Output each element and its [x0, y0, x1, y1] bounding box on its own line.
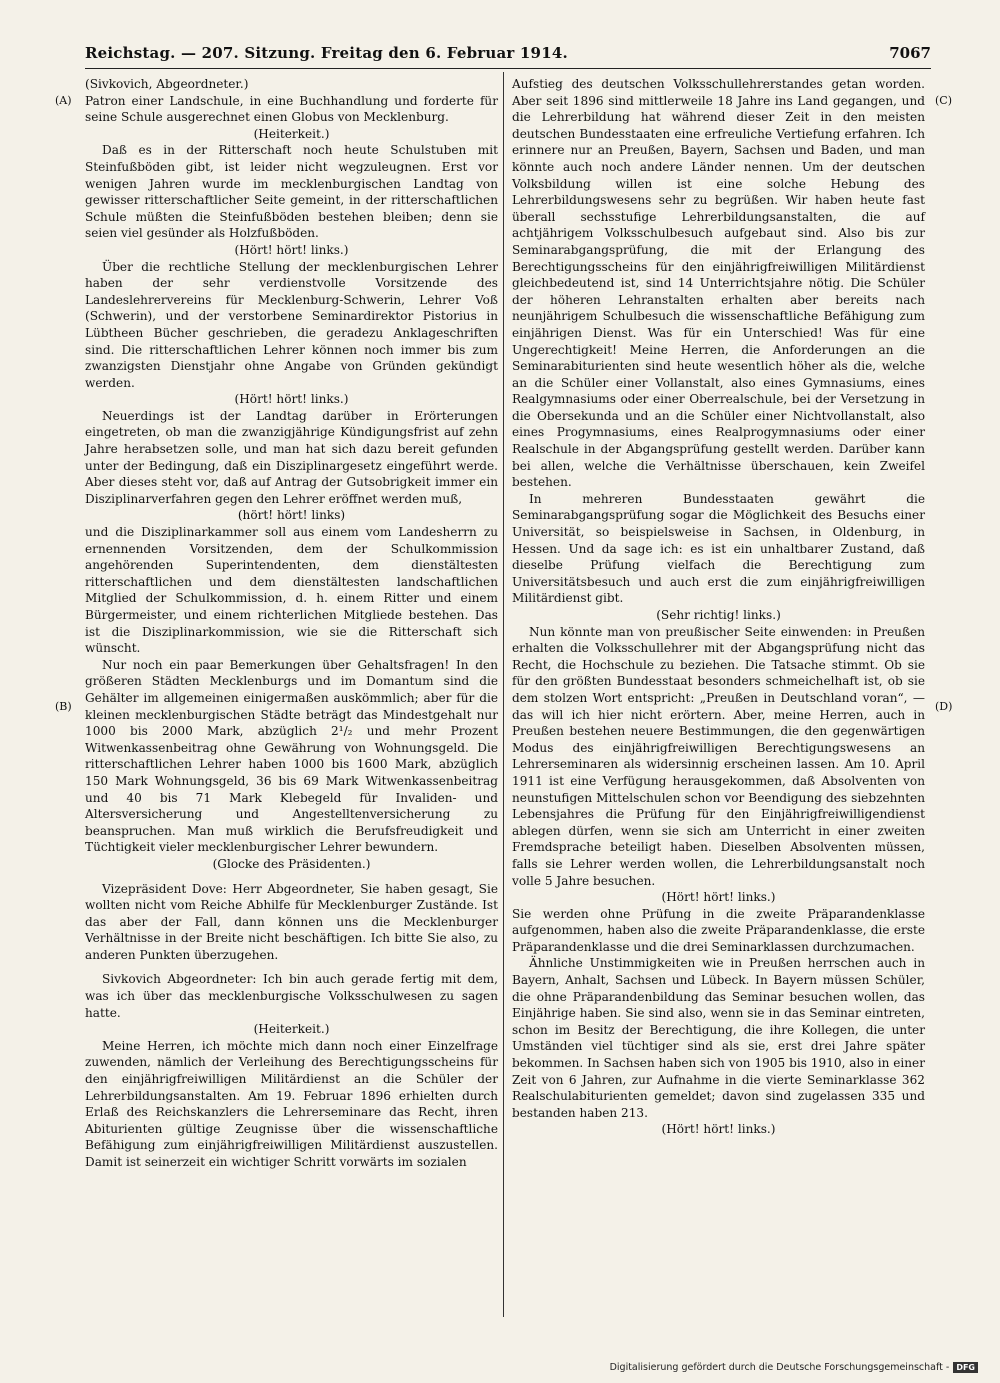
footer-credit	[610, 1362, 978, 1373]
right-column-paragraph: In mehreren Bundesstaaten gewährt die Seminarabgangsprüfung sogar die Möglichkeit des Besuchs einer Universität, so beispielsweise in Sachsen, in Oldenburg, in Hessen. Und da sage ich: es ist ein unhaltbarer Zustand, daß dieselbe Prüfung vielfach die Berechtigung zum Universitätsbesuch und auch erst die zum einjährigfreiwilligen Militärdienst gibt.	[512, 491, 925, 606]
page-number: 7067	[889, 44, 931, 62]
dfg-logo: DFG	[953, 1362, 978, 1373]
right-column	[512, 76, 925, 1138]
running-title: Reichstag. — 207. Sitzung. Freitag den 6. Februar 1914.	[85, 44, 568, 62]
left-column-paragraph: (Glocke des Präsidenten.)	[212, 856, 371, 871]
left-column-paragraph: Patron einer Landschule, in eine Buchhandlung und forderte für seine Schule ausgerechnet einen Globus von Mecklenburg.	[85, 93, 498, 125]
right-column-paragraph: Sie werden ohne Prüfung in die zweite Präparandenklasse aufgenommen, haben also die zweite Präparandenklasse, die erste Präparandenklasse und die drei Seminarklassen durchzumachen.	[512, 906, 925, 954]
left-column-paragraph: (Hört! hört! links.)	[234, 242, 349, 257]
column-divider	[503, 72, 504, 1317]
margin-marker-c: (C)	[935, 94, 952, 107]
margin-marker-b: (B)	[55, 700, 72, 713]
left-column-paragraph: Daß es in der Ritterschaft noch heute Schulstuben mit Steinfußböden gibt, ist leider nicht wegzuleugnen. Erst vor wenigen Jahren wurde im mecklenburgischen Landtag von gewisser ritterschaftlicher Seite gemeint, in der ritterschaftlichen Schule müßten die Steinfußböden bestehen bleiben; denn sie seien viel gesünder als Holzfußböden.	[85, 143, 498, 241]
left-column	[85, 76, 498, 1171]
margin-marker-d: (D)	[935, 700, 953, 713]
left-column-paragraph: Neuerdings ist der Landtag darüber in Erörterungen eingetreten, ob man die zwanzigjährige Kündigungsfrist auf zehn Jahre herabsetzen solle, und man hat sich dazu bereit gefunden unter der Bedingung, daß ein Disziplinargesetz eingeführt werde. Aber dieses steht vor, daß auf Antrag der Gutsobrigkeit immer ein Disziplinarverfahren gegen den Lehrer eröffnet werden muß,	[85, 408, 498, 506]
left-column-paragraph: (hört! hört! links)	[237, 508, 346, 523]
left-column-paragraph: (Heiterkeit.)	[253, 1022, 330, 1037]
left-column-paragraph: Vizepräsident Dove: Herr Abgeordneter, Sie haben gesagt, Sie wollten nicht vom Reiche Abhilfe für Mecklenburger Zustände. Ist das aber der Fall, dann können uns die Mecklenburger Verhältnisse in der Breite nicht beschäftigen. Ich bitte Sie also, zu anderen Punkten überzugehen.	[85, 881, 498, 962]
left-column-paragraph: (Heiterkeit.)	[253, 126, 330, 141]
left-column-paragraph: und die Disziplinarkammer soll aus einem vom Landesherrn zu ernennenden Vorsitzenden, dem der Schulkommission angehörenden Superintendenten, dem dienstältesten ritterschaftlichen und dem dienstältesten landschaftlichen Mitglied der Schulkommission, d. h. einem Ritter und einem Bürgermeister, und einem richterlichen Mitgliede bestehen. Das ist die Disziplinarkommission, wie sie die Ritterschaft sich wünscht.	[85, 525, 498, 656]
footer-text: Digitalisierung gefördert durch die Deutsche Forschungsgemeinschaft -	[609, 1362, 950, 1373]
left-column-paragraph: Über die rechtliche Stellung der mecklenburgischen Lehrer haben der sehr verdienstvolle Vorsitzende des Landeslehrervereins für Mecklenburg-Schwerin, Lehrer Voß (Schwerin), und der verstorbene Seminardirektor Pistorius in Lübtheen Bücher geschrieben, die geradezu Anklageschriften sind. Die ritterschaftlichen Lehrer können noch immer bis zum zwanzigsten Dienstjahr ohne Angabe von Gründen gekündigt werden.	[85, 259, 498, 390]
left-column-paragraph: Nur noch ein paar Bemerkungen über Gehaltsfragen! In den größeren Städten Mecklenburgs und im Domantum sind die Gehälter im allgemeinen einigermaßen auskömmlich; aber für die kleinen mecklenburgischen Städte beträgt das Mindestgehalt nur 1000 bis 2000 Mark, abzüglich 2¹/₂ und mehr Prozent Witwenkassenbeitrag ohne Gewährung von Wohnungsgeld. Die ritterschaftlichen Lehrer haben 1000 bis 1600 Mark, abzüglich 150 Mark Wohnungsgeld, 36 bis 69 Mark Witwenkassenbeitrag und 40 bis 71 Mark Klebegeld für Invaliden- und Altersversicherung und Angestelltenversicherung zu beanspruchen. Man muß wirklich die Berufsfreudigkeit und Tüchtigkeit vieler mecklenburgischer Lehrer bewundern.	[85, 657, 498, 855]
page-header	[85, 44, 931, 69]
right-column-paragraph: Aufstieg des deutschen Volksschullehrerstandes getan worden. Aber seit 1896 sind mittlerweile 18 Jahre ins Land gegangen, und die Lehrerbildung hat während dieser Zeit in den meisten deutschen Bundesstaaten eine erfreuliche Vertiefung erfahren. Ich erinnere nur an Preußen, Bayern, Sachsen und Baden, und man könnte auch noch andere Länder nennen. Um der deutschen Volksbildung willen ist eine solche Hebung des Lehrerbildungswesens sehr zu begrüßen. Wir haben heute fast überall sechsstufige Lehrerbildungsanstalten, die auf achtjährigem Volksschulbesuch aufgebaut sind. Also bis zur Seminarabgangsprüfung, die mit der Erlangung des Berechtigungsscheins für den einjährigfreiwilligen Militärdienst gleichbedeutend ist, sind 14 Unterrichtsjahre nötig. Die Schüler der höheren Lehranstalten erhalten aber bereits nach neunjährigem Schulbesuch die wissenschaftliche Befähigung zum einjährigen Dienst. Was für ein Unterschied! Was für eine Ungerechtigkeit! Meine Herren, die Anforderungen an die Seminarabiturienten sind heute wesentlich höher als die, welche an die Schüler einer Vollanstalt, also eines Gymnasiums, eines Realgymnasiums oder einer Oberrealschule, bei der Versetzung in die Obersekunda und an die Schüler einer Nichtvollanstalt, also eines Progymnasiums, eines Realprogymnasiums oder einer Realschule in der Abgangsprüfung gestellt werden. Darüber kann bei allen, welche die Verhältnisse überschauen, kein Zweifel bestehen.	[512, 77, 925, 490]
right-column-paragraph: Ähnliche Unstimmigkeiten wie in Preußen herrschen auch in Bayern, Anhalt, Sachsen und Lübeck. In Bayern müssen Schüler, die ohne Präparandenbildung das Seminar besuchen wollen, das Einjährige haben. Sie sind also, wenn sie in das Seminar eintreten, schon im Besitz der Berechtigung, die ihre Kollegen, die unter Umständen viel tüchtiger sind als sie, erst drei Jahre später bekommen. In Sachsen haben sich von 1905 bis 1910, also in einer Zeit von 6 Jahren, zur Aufnahme in die vierte Seminarklasse 362 Realschulabiturienten gemeldet; davon sind zugelassen 335 und bestanden haben 213.	[512, 956, 925, 1120]
left-column-paragraph: Sivkovich Abgeordneter: Ich bin auch gerade fertig mit dem, was ich über das mecklenburgische Volksschulwesen zu sagen hatte.	[85, 972, 498, 1020]
margin-marker-a: (A)	[55, 94, 72, 107]
right-column-paragraph: (Hört! hört! links.)	[661, 1122, 776, 1137]
left-column-paragraph: (Hört! hört! links.)	[234, 392, 349, 407]
right-column-paragraph: Nun könnte man von preußischer Seite einwenden: in Preußen erhalten die Volksschullehrer mit der Abgangsprüfung nicht das Recht, die Hochschule zu beziehen. Die Tatsache stimmt. Ob sie für den größten Bundesstaat besonders schmeichelhaft ist, ob sie dem stolzen Wort entspricht: „Preußen in Deutschland voran“, — das will ich hier nicht erörtern. Aber, meine Herren, auch in Preußen bestehen neuere Bestimmungen, die den gegenwärtigen Modus des einjährigfreiwilligen Berechtigungswesens an Lehrerseminaren als widersinnig erscheinen lassen. Am 10. April 1911 ist eine Verfügung herausgekommen, daß Absolventen von neunstufigen Mittelschulen schon vor Beendigung des siebzehnten Lebensjahres die Prüfung für den Einjährigfreiwilligendienst ablegen dürfen, wenn sie sich am Unterricht in einer zweiten Fremdsprache beteiligt haben. Dieselben Absolventen müssen, falls sie Lehrer werden wollen, die Lehrerbildungsanstalt noch volle 5 Jahre besuchen.	[512, 624, 925, 888]
left-column-paragraph: (Sivkovich, Abgeordneter.)	[85, 77, 249, 91]
right-column-paragraph: (Sehr richtig! links.)	[656, 608, 781, 622]
left-column-paragraph: Meine Herren, ich möchte mich dann noch einer Einzelfrage zuwenden, nämlich der Verleihung des Berechtigungsscheins für den einjährigfreiwilligen Militärdienst an die Schüler der Lehrerbildungsanstalten. Am 19. Februar 1896 erhielten durch Erlaß des Reichskanzlers die Lehrerseminare das Recht, ihren Abiturienten gültige Zeugnisse über die wissenschaftliche Befähigung zum einjährigfreiwilligen Militärdienst auszustellen. Damit ist seinerzeit ein wichtiger Schritt vorwärts im sozialen	[85, 1038, 498, 1169]
right-column-paragraph: (Hört! hört! links.)	[661, 890, 776, 905]
